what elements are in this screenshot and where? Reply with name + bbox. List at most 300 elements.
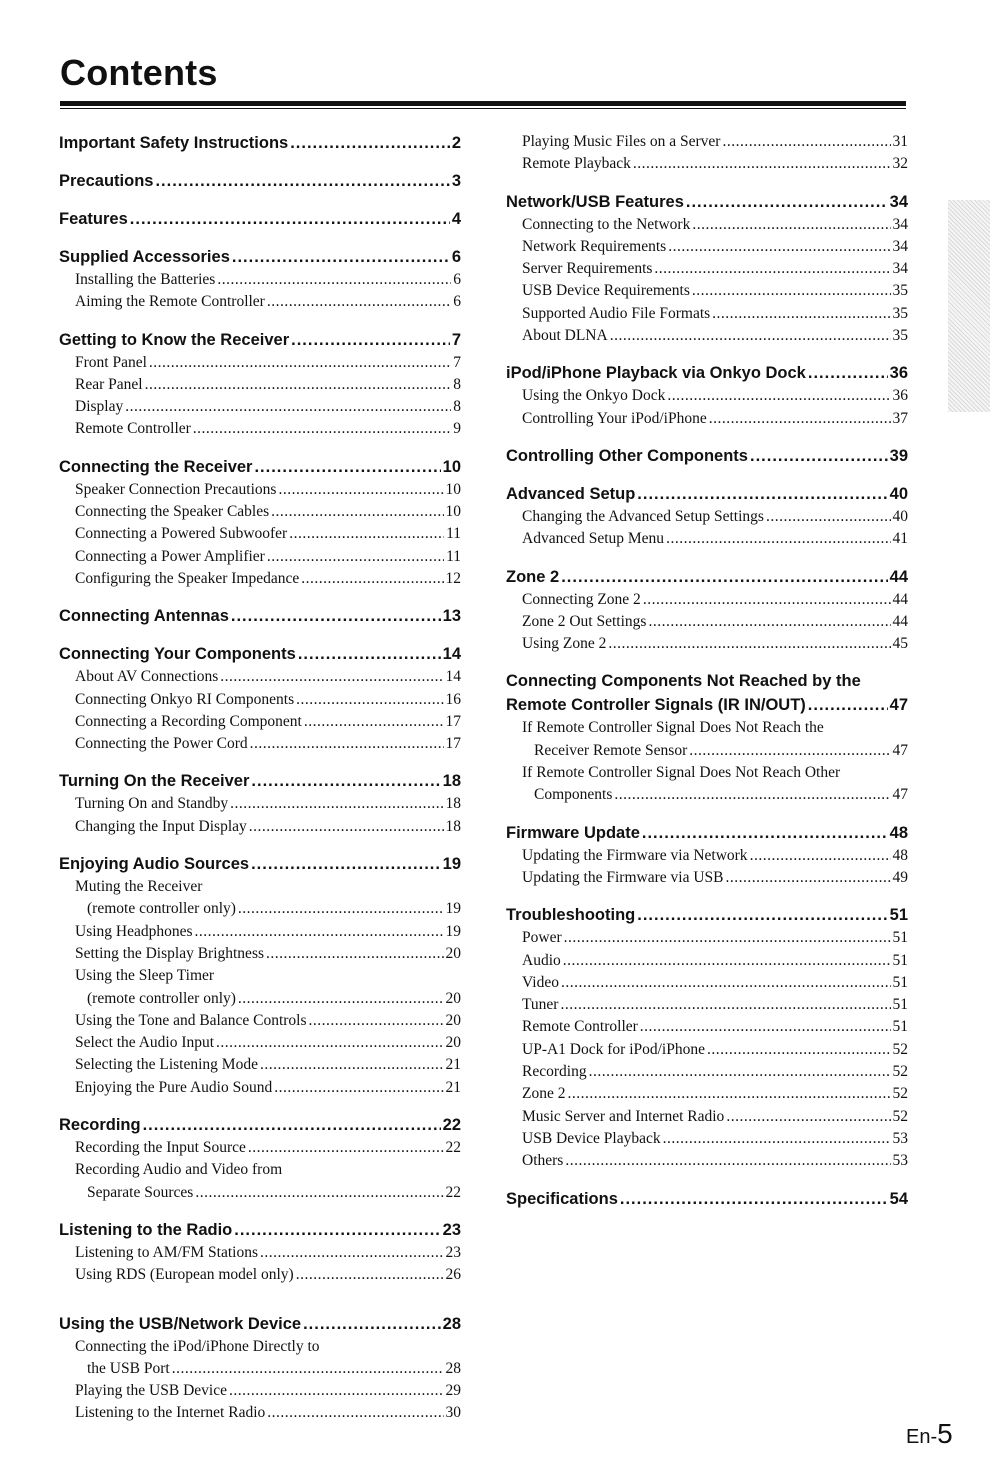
dot-leader [692,214,890,236]
toc-entry-page: 9 [453,420,461,438]
toc-entry-text: Network Requirements [522,237,667,255]
toc-entry-page: 35 [892,282,908,300]
toc-entry[interactable] [59,1159,461,1181]
toc-entry[interactable] [506,528,908,550]
toc-entry-page: 47 [892,741,908,759]
toc-entry[interactable] [59,523,461,545]
toc-section-title[interactable] [59,852,461,876]
toc-section-title-text: Specifications [506,1189,618,1208]
toc-entry-page: 19 [445,922,461,940]
toc-entry-page: 37 [892,409,908,427]
toc-section [506,444,908,468]
toc-entry-text: Power [522,929,562,947]
toc-section [506,482,908,551]
toc-entry-text: Setting the Display Brightness [75,944,265,962]
side-tab-marker [948,200,990,412]
toc-entry[interactable] [59,876,461,898]
toc-entry-text: Using RDS (European model only) [75,1266,294,1284]
toc-entry-page: 35 [892,327,908,345]
dot-leader [274,1077,443,1099]
toc-entry-text: Remote Playback [522,155,631,173]
toc-entry-text: Playing the USB Device [75,1382,227,1400]
toc-entry[interactable] [506,214,908,236]
toc-entry-text: Front Panel [75,353,147,371]
toc-section [59,169,461,193]
toc-section-title[interactable] [59,245,461,269]
toc-entry[interactable] [59,546,461,568]
toc-section [506,361,908,430]
dot-leader [248,1137,444,1159]
toc-entry[interactable] [506,589,908,611]
toc-entry[interactable] [59,1336,461,1358]
dot-leader [303,1312,441,1336]
toc-entry[interactable] [59,793,461,815]
toc-entry-text: Connecting the iPod/iPhone Directly to [75,1337,320,1355]
toc-entry-page: 47 [892,786,908,804]
toc-entry-text: Tuner [522,996,559,1014]
toc-entry-page: 14 [445,668,461,686]
toc-entry[interactable] [506,1083,908,1105]
toc-section-title[interactable] [506,361,908,385]
dot-leader [290,131,450,155]
toc-entry-page: 11 [446,525,461,543]
toc-entry[interactable] [59,1358,461,1380]
dot-leader [271,501,443,523]
toc-entry-page: 26 [445,1266,461,1284]
toc-entry-page: 6 [453,271,461,288]
toc-entry-text: Using the Sleep Timer [75,967,215,985]
toc-entry-text: Using the Onkyo Dock [522,387,666,405]
toc-entry-page: 52 [892,1063,908,1081]
toc-section [59,328,461,441]
toc-entry-text: If Remote Controller Signal Does Not Reach the [522,719,824,737]
dot-leader [267,546,444,568]
dot-leader [766,506,891,528]
toc-entry[interactable] [59,1242,461,1264]
dot-leader [667,385,890,407]
toc-section-title[interactable] [59,455,461,479]
dot-leader [301,568,443,590]
toc-section-title[interactable] [506,190,908,214]
toc-section-title[interactable] [506,693,908,717]
dot-leader [707,1039,891,1061]
toc-entry[interactable] [506,1106,908,1128]
toc-entry-page: 28 [445,1359,461,1377]
dot-leader [238,988,444,1010]
toc-entry-text: Rear Panel [75,375,143,393]
toc-entry[interactable] [506,506,908,528]
toc-entry-text: Zone 2 [522,1085,566,1103]
toc-entry[interactable] [506,325,908,347]
toc-entry-page: 34 [892,215,908,233]
toc-section-title[interactable] [59,642,461,666]
toc-entry[interactable] [506,1061,908,1083]
toc-section-title[interactable] [506,444,908,468]
toc-entry[interactable] [59,568,461,590]
toc-entry-page: 45 [892,635,908,653]
toc-entry[interactable] [506,303,908,325]
toc-entry[interactable] [59,921,461,943]
toc-entry[interactable] [59,352,461,374]
toc-entry[interactable] [506,385,908,407]
toc-entry[interactable] [59,1402,461,1424]
toc-entry-text: Connecting Zone 2 [522,590,641,608]
dot-leader [304,711,444,733]
toc-section-title[interactable] [506,903,908,927]
dot-leader [668,236,890,258]
toc-entry-text: Speaker Connection Precautions [75,480,277,498]
toc-entry[interactable] [506,1039,908,1061]
dot-leader [220,666,443,688]
dot-leader [614,784,890,806]
toc-entry-text: Updating the Firmware via USB [522,868,724,886]
dot-leader [666,528,890,550]
toc-entry[interactable] [59,479,461,501]
dot-leader [637,903,887,927]
toc-entry-text: the USB Port [87,1359,170,1377]
toc-entry-page: 53 [892,1129,908,1147]
dot-leader [266,943,443,965]
toc-section-page: 14 [442,645,461,664]
toc-entry[interactable] [59,1010,461,1032]
toc-entry-page: 44 [892,612,908,630]
toc-entry-page: 51 [892,951,908,969]
toc-section-page: 22 [442,1116,461,1135]
page-number-value: 5 [937,1418,953,1449]
toc-section-title[interactable] [59,604,461,628]
dot-leader [195,1182,443,1204]
toc-section-page: 48 [889,823,908,842]
dot-leader [750,444,888,468]
toc-entry-text: Remote Controller [75,420,191,438]
toc-entry-page: 17 [445,712,461,730]
dot-leader [155,169,449,193]
toc-entry[interactable] [506,740,908,762]
toc-section [506,903,908,1172]
toc-section-page: 44 [889,567,908,586]
dot-leader [750,845,891,867]
toc-section-title[interactable] [59,1312,461,1336]
toc-section [59,245,461,314]
toc-entry[interactable] [59,418,461,440]
toc-entry[interactable] [506,633,908,655]
toc-section [506,190,908,348]
toc-section [59,1218,461,1287]
dot-leader [172,1358,444,1380]
toc-entry-page: 16 [445,690,461,708]
toc-entry-text: Receiver Remote Sensor [534,741,688,759]
toc-section-page: 34 [889,192,908,211]
title-rule-thin [60,108,906,109]
toc-section-title-text: Controlling Other Components [506,446,748,465]
toc-entry-text: Connecting a Recording Component [75,712,302,730]
toc-section-title[interactable] [59,769,461,793]
toc-section-title[interactable] [506,1187,908,1211]
toc-entry[interactable] [59,374,461,396]
toc-entry-text: Using Zone 2 [522,635,607,653]
toc-entry[interactable] [59,396,461,418]
dot-leader [289,523,444,545]
toc-entry[interactable] [59,666,461,688]
toc-section-title-text: Advanced Setup [506,484,636,503]
toc-section-title-text: Remote Controller Signals (IR IN/OUT) [506,696,806,715]
toc-entry[interactable] [59,1137,461,1159]
dot-leader [251,769,440,793]
toc-entry-text: Connecting the Speaker Cables [75,503,270,521]
toc-entry[interactable] [506,994,908,1016]
toc-section-page: 47 [889,696,908,715]
toc-entry[interactable] [59,1054,461,1076]
page-number [906,1418,953,1450]
dot-leader [291,328,450,352]
dot-leader [130,207,450,231]
toc-entry[interactable] [506,1150,908,1172]
toc-entry[interactable] [506,408,908,430]
toc-entry[interactable] [506,1128,908,1150]
dot-leader [560,994,890,1016]
toc-section [506,669,908,806]
toc-entry-page: 20 [445,944,461,962]
toc-entry-text: Music Server and Internet Radio [522,1107,725,1125]
dot-leader [267,1402,443,1424]
toc-entry-page: 49 [892,868,908,886]
toc-entry-page: 20 [445,1011,461,1029]
toc-section-page: 19 [442,855,461,874]
dot-leader [309,1010,444,1032]
toc-section-page: 28 [442,1314,461,1333]
toc-entry[interactable] [59,1264,461,1286]
dot-leader [278,479,443,501]
toc-entry-text: Changing the Input Display [75,817,247,835]
toc-section-title-text: iPod/iPhone Playback via Onkyo Dock [506,364,806,383]
toc-entry[interactable] [506,784,908,806]
toc-section-title[interactable] [59,169,461,193]
toc-entry-text: Recording the Input Source [75,1139,246,1157]
toc-section-title-text: Zone 2 [506,567,560,586]
toc-entry-text: Components [534,786,613,804]
toc-entry[interactable] [506,611,908,633]
dot-leader [686,190,888,214]
dot-leader [712,303,890,325]
toc-entry-page: 19 [445,900,461,918]
toc-entry-page: 8 [453,375,461,393]
toc-entry-page: 51 [892,973,908,991]
toc-section-title[interactable] [506,565,908,589]
toc-entry-page: 17 [445,735,461,753]
toc-entry-page: 34 [892,260,908,278]
toc-entry[interactable] [59,733,461,755]
toc-section-title-text: Supplied Accessories [59,248,230,266]
toc-entry[interactable] [506,258,908,280]
toc-entry-text: Listening to AM/FM Stations [75,1243,259,1261]
toc-section [506,131,908,176]
toc-entry[interactable] [506,717,908,739]
toc-entry-text: Configuring the Speaker Impedance [75,569,300,587]
toc-entry-text: Listening to the Internet Radio [75,1404,266,1422]
toc-section [59,604,461,628]
toc-entry-text: Recording Audio and Video from [75,1161,283,1179]
toc-entry[interactable] [59,1380,461,1402]
toc-section-page: 13 [442,607,461,626]
toc-section-title[interactable] [59,1218,461,1242]
toc-section-title-text: Connecting Components Not Reached by the [506,672,861,691]
toc-entry-page: 31 [892,133,908,150]
toc-entry-text: (remote controller only) [87,989,236,1007]
toc-section-title[interactable] [59,131,461,155]
toc-entry-text: Separate Sources [87,1183,194,1201]
toc-entry-text: Supported Audio File Formats [522,304,711,322]
toc-entry-page: 44 [892,590,908,608]
toc-section-title[interactable] [506,821,908,845]
toc-section-title[interactable] [506,482,908,506]
toc-entry-page: 53 [892,1152,908,1170]
toc-section [59,455,461,590]
toc-entry[interactable] [59,965,461,987]
dot-leader [620,1187,888,1211]
toc-entry[interactable] [506,950,908,972]
toc-entry-text: Changing the Advanced Setup Settings [522,507,764,525]
dot-leader [633,153,891,175]
toc-section-title-text: Network/USB Features [506,192,684,211]
toc-entry[interactable] [506,236,908,258]
toc-section-title-text: Connecting Your Components [59,645,296,664]
toc-entry-text: Video [522,973,559,991]
toc-entry-text: Connecting a Powered Subwoofer [75,525,288,543]
dot-leader [561,565,887,589]
toc-entry-text: Connecting the Power Cord [75,735,248,753]
toc-entry-page: 12 [445,569,461,587]
toc-entry[interactable] [506,280,908,302]
toc-section [59,131,461,155]
dot-leader [642,821,888,845]
toc-section-title-text: Connecting the Receiver [59,457,253,476]
dot-leader [563,950,891,972]
dot-leader [808,693,888,717]
toc-entry[interactable] [59,1077,461,1099]
toc-section-title-text: Turning On the Receiver [59,772,250,791]
toc-entry-text: Audio [522,951,561,969]
toc-section [59,769,461,838]
dot-leader [217,269,451,291]
dot-leader [709,408,891,430]
dot-leader [808,361,888,385]
dot-leader [216,1032,443,1054]
toc-entry-page: 29 [445,1382,461,1400]
dot-leader [561,972,891,994]
toc-entry[interactable] [59,1032,461,1054]
toc-entry-page: 41 [892,530,908,548]
toc-entry[interactable] [59,1182,461,1204]
toc-entry[interactable] [59,988,461,1010]
toc-entry[interactable] [506,972,908,994]
dot-leader [296,1264,444,1286]
toc-entry[interactable] [506,131,908,153]
toc-section-title-text: Important Safety Instructions [59,134,289,152]
toc-entry[interactable] [59,291,461,313]
toc-entry-text: UP-A1 Dock for iPod/iPhone [522,1040,705,1058]
toc-entry[interactable] [59,689,461,711]
toc-section-page: 2 [451,134,461,152]
toc-section-title[interactable] [59,207,461,231]
toc-entry[interactable] [59,898,461,920]
dot-leader [143,1113,441,1137]
toc-section-title[interactable] [59,328,461,352]
toc-entry-text: About AV Connections [75,668,219,686]
toc-section-page: 51 [889,906,908,925]
toc-entry-page: 35 [892,304,908,322]
toc-entry-text: Display [75,398,124,416]
toc-entry[interactable] [506,927,908,949]
toc-section-title-text: Recording [59,1116,141,1135]
dot-leader [689,740,890,762]
toc-entry-text: Updating the Firmware via Network [522,846,748,864]
toc-entry[interactable] [506,1016,908,1038]
toc-right-column [506,131,908,1211]
toc-entry[interactable] [59,501,461,523]
toc-section-title[interactable] [506,669,908,693]
dot-leader [195,921,444,943]
dot-leader [640,1016,891,1038]
toc-entry[interactable] [59,943,461,965]
toc-section [59,1113,461,1204]
toc-entry-page: 23 [445,1243,461,1261]
toc-entry[interactable] [506,153,908,175]
dot-leader [231,604,441,628]
dot-leader [692,280,891,302]
toc-entry-page: 11 [446,547,461,565]
dot-leader [610,325,891,347]
toc-entry-text: USB Device Requirements [522,282,690,300]
toc-entry[interactable] [59,269,461,291]
toc-entry-text: Installing the Batteries [75,271,216,288]
dot-leader [637,482,887,506]
toc-entry-text: If Remote Controller Signal Does Not Reach Other [522,764,841,782]
toc-section [506,1187,908,1211]
dot-leader [260,1242,443,1264]
toc-section [506,821,908,890]
toc-section-title-text: Using the USB/Network Device [59,1314,302,1333]
toc-entry-text: Turning On and Standby [75,795,229,813]
toc-entry-page: 20 [445,1034,461,1052]
toc-entry[interactable] [506,762,908,784]
toc-entry-text: Controlling Your iPod/iPhone [522,409,707,427]
toc-entry-text: Using Headphones [75,922,193,940]
dot-leader [230,793,443,815]
toc-entry-page: 10 [445,480,461,498]
dot-leader [608,633,890,655]
toc-entry-page: 48 [892,846,908,864]
toc-entry-page: 10 [445,503,461,521]
toc-section [59,1312,461,1425]
toc-section [59,852,461,1099]
dot-leader [567,1083,890,1105]
toc-section [59,642,461,755]
toc-section-page: 7 [451,330,461,349]
toc-entry[interactable] [506,867,908,889]
toc-section-title-text: Connecting Antennas [59,607,229,626]
toc-entry-page: 52 [892,1107,908,1125]
toc-entry[interactable] [59,711,461,733]
toc-entry-page: 18 [445,795,461,813]
toc-section-page: 39 [889,446,908,465]
toc-section-title[interactable] [59,1113,461,1137]
toc-entry[interactable] [59,816,461,838]
toc-section-title-text: Getting to Know the Receiver [59,330,290,349]
toc-entry-text: Enjoying the Pure Audio Sound [75,1078,273,1096]
dot-leader [234,1218,440,1242]
toc-entry[interactable] [506,845,908,867]
toc-section-page: 4 [451,210,461,228]
